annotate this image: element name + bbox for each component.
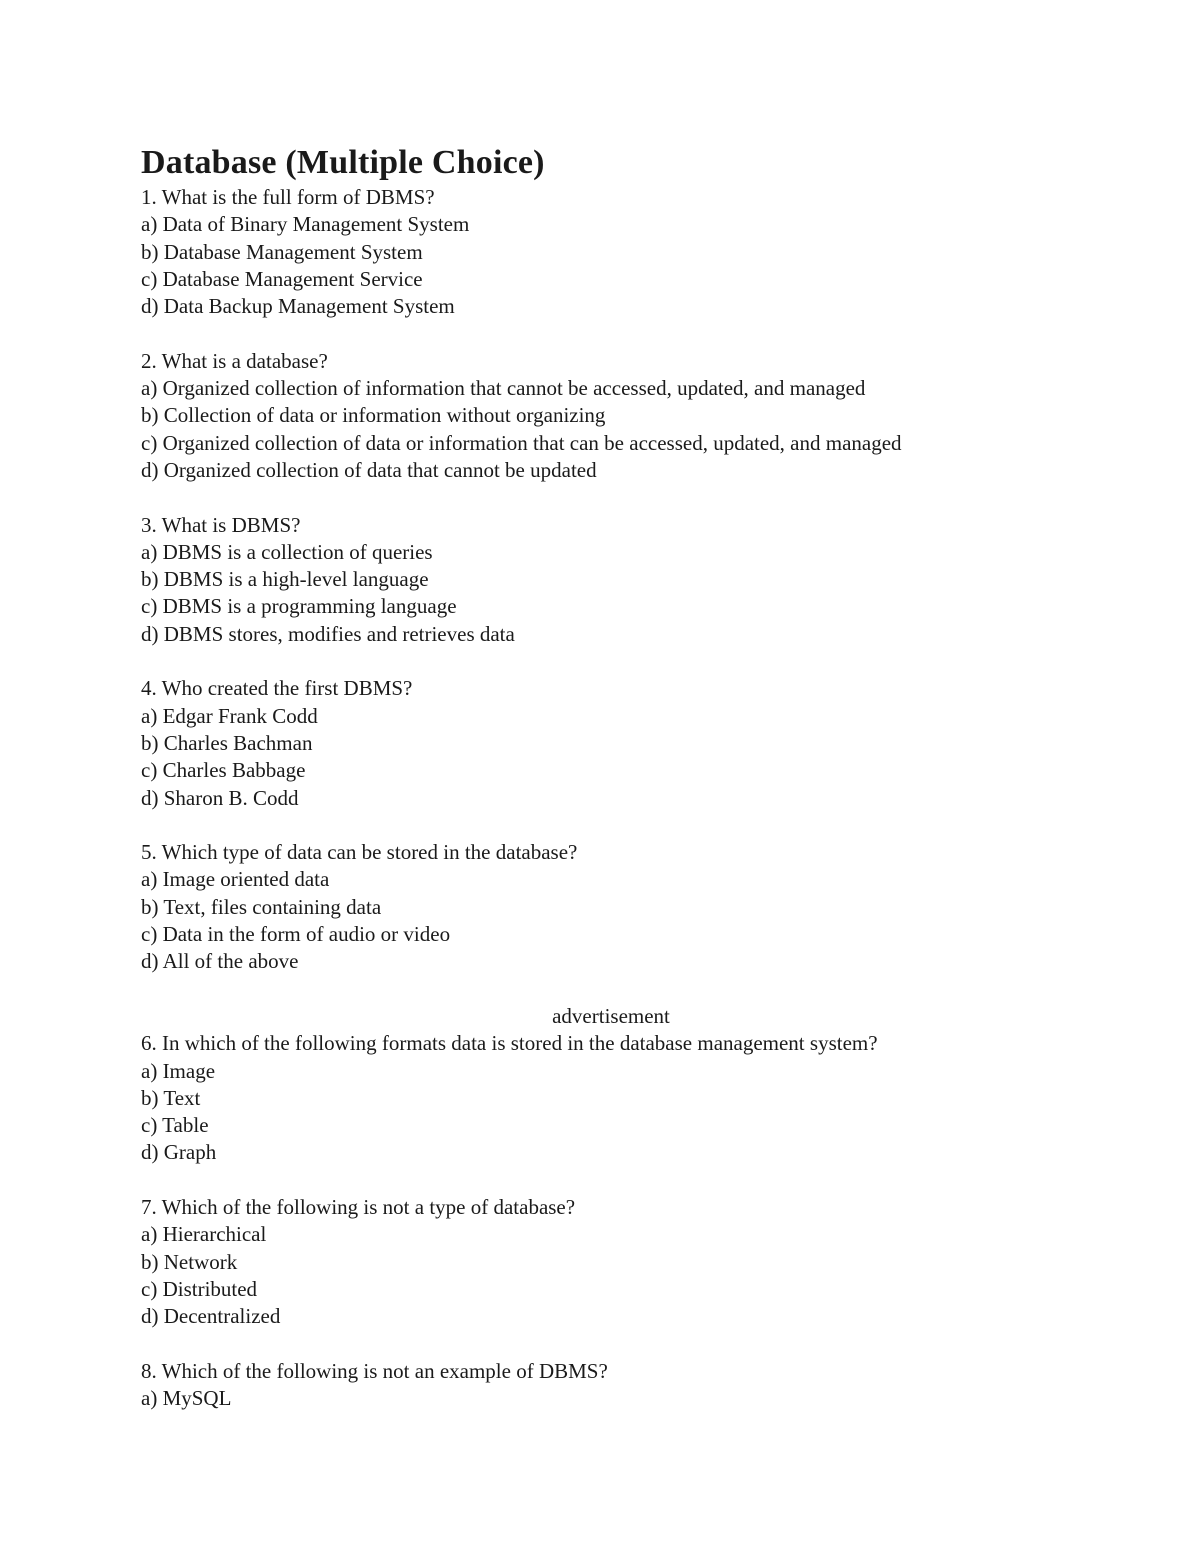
- question-text: 1. What is the full form of DBMS?: [141, 185, 435, 209]
- blank-line: [141, 1330, 1081, 1357]
- blank-line: [141, 648, 1081, 675]
- question-text: 8. Which of the following is not an example of DBMS?: [141, 1358, 608, 1383]
- answer-option: a) Data of Binary Management System: [141, 212, 470, 237]
- question-text: 4. Who created the first DBMS?: [141, 676, 413, 701]
- answer-option: a) Image oriented data: [141, 867, 330, 892]
- question-block: [141, 839, 1081, 975]
- question-block: [141, 1194, 1081, 1330]
- question-block: [141, 1030, 1081, 1166]
- answer-option: d) Decentralized: [141, 1304, 281, 1329]
- answer-option: b) Text, files containing data: [141, 894, 382, 919]
- blank-line: [141, 812, 1081, 839]
- answer-option: d) All of the above: [141, 949, 299, 974]
- question-block: [141, 512, 1081, 648]
- document-content: [141, 142, 1081, 1412]
- answer-option: a) DBMS is a collection of queries: [141, 539, 433, 564]
- answer-option: d) Graph: [141, 1140, 217, 1165]
- question-text: 3. What is DBMS?: [141, 512, 301, 537]
- answer-option: a) Edgar Frank Codd: [141, 703, 318, 728]
- answer-option: b) Database Management System: [141, 239, 423, 264]
- blank-line: [141, 976, 1081, 1003]
- answer-option: b) Text: [141, 1085, 201, 1110]
- answer-option: c) Table: [141, 1113, 209, 1138]
- question-block: [141, 184, 1081, 320]
- answer-option: b) Network: [141, 1249, 238, 1274]
- answer-option: c) Distributed: [141, 1276, 258, 1301]
- answer-option: a) Organized collection of information that cannot be accessed, updated, and managed: [141, 376, 866, 401]
- question-text: 7. Which of the following is not a type of database?: [141, 1194, 576, 1219]
- question-text: 2. What is a database?: [141, 348, 328, 373]
- question-text: 6. In which of the following formats data is stored in the database management system?: [141, 1031, 878, 1056]
- question-block: [141, 675, 1081, 811]
- answer-option: d) Sharon B. Codd: [141, 785, 299, 810]
- answer-option: a) MySQL: [141, 1386, 232, 1411]
- question-block: [141, 1358, 1081, 1413]
- answer-option: c) Charles Babbage: [141, 758, 306, 783]
- question-block: [141, 348, 1081, 484]
- document-title: Database (Multiple Choice): [141, 144, 545, 181]
- answer-option: b) Charles Bachman: [141, 730, 313, 755]
- blank-line: [141, 1167, 1081, 1194]
- answer-option: c) Database Management Service: [141, 266, 423, 291]
- answer-option: d) Data Backup Management System: [141, 294, 455, 319]
- blank-line: [141, 320, 1081, 347]
- answer-option: a) Image: [141, 1058, 216, 1083]
- question-text: 5. Which type of data can be stored in the database?: [141, 840, 578, 865]
- answer-option: c) Data in the form of audio or video: [141, 922, 451, 947]
- advertisement-label: advertisement: [552, 1003, 670, 1028]
- answer-option: b) DBMS is a high-level language: [141, 567, 429, 592]
- blank-line: [141, 484, 1081, 511]
- answer-option: b) Collection of data or information without organizing: [141, 403, 606, 428]
- answer-option: a) Hierarchical: [141, 1222, 267, 1247]
- answer-option: d) DBMS stores, modifies and retrieves data: [141, 621, 515, 646]
- answer-option: c) DBMS is a programming language: [141, 594, 457, 619]
- answer-option: c) Organized collection of data or information that can be accessed, updated, and managed: [141, 430, 902, 455]
- answer-option: d) Organized collection of data that cannot be updated: [141, 457, 597, 482]
